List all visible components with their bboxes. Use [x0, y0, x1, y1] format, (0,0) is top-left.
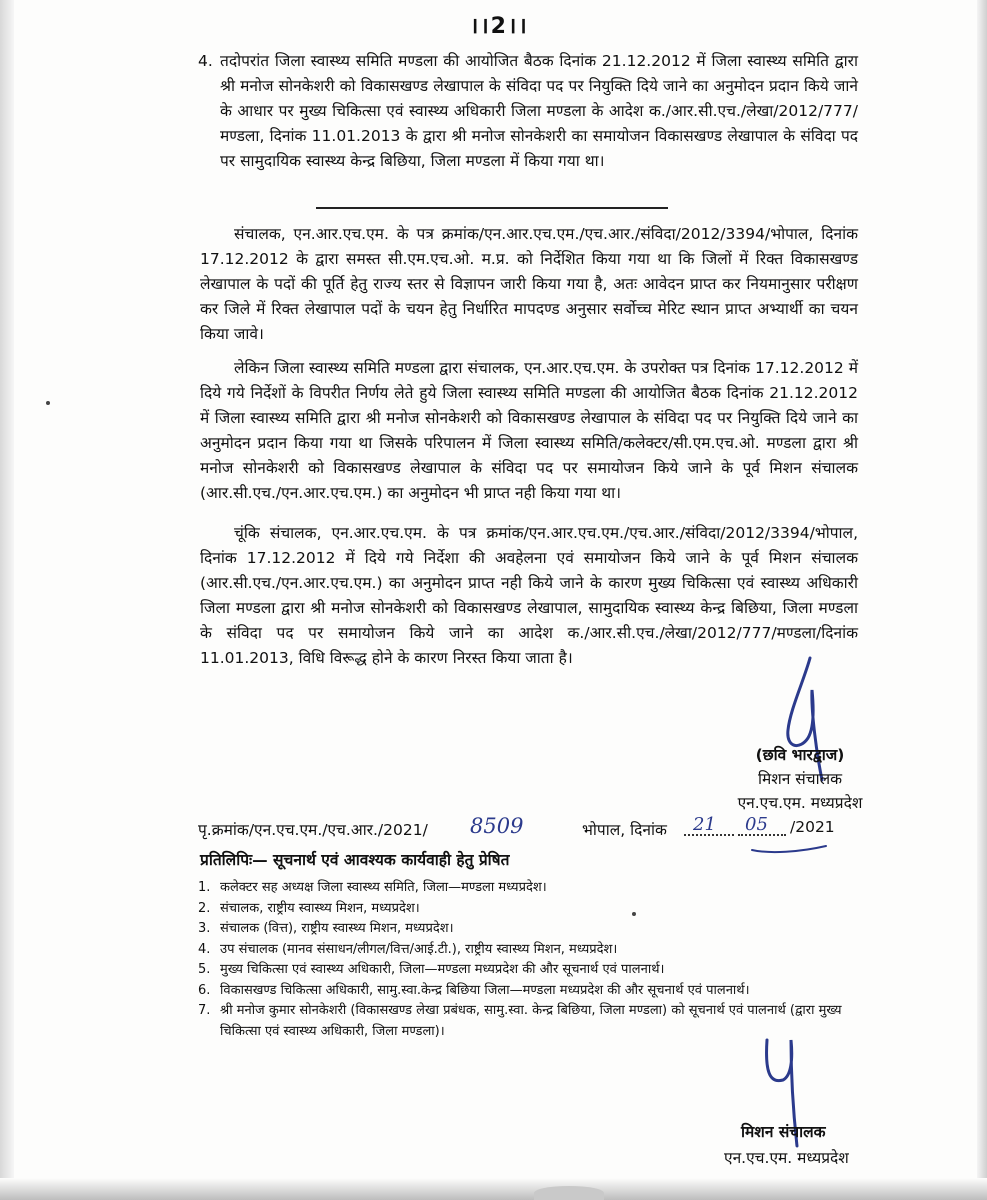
list-item-text: विकासखण्ड चिकित्सा अधिकारी, सामु.स्वा.केन्द्र बिछिया जिला—मण्डला मध्यप्रदेश की और सूचनार्थ एवं पालनार्थ।	[220, 982, 750, 998]
scan-speck	[632, 912, 636, 916]
list-item-text: कलेक्टर सह अध्यक्ष जिला स्वास्थ्य समिति, जिला—मण्डला मध्यप्रदेश।	[220, 880, 547, 895]
list-item-number: 1.	[198, 880, 211, 895]
list-item	[198, 981, 858, 1002]
date-underline-stroke	[750, 838, 830, 858]
list-item	[198, 960, 858, 981]
paragraph-directive: संचालक, एन.आर.एच.एम. के पत्र क्रमांक/एन.आर.एच.एम./एच.आर./संविदा/2012/3394/भोपाल, दिनांक 17.12.2012 के द्वारा समस्त सी.एम.एच.ओ. म.प्र. को निर्देशित किया गया था कि जिलों में रिक्त विकासखण्ड लेखापाल के पदों की पूर्ति हेतु राज्य स्तर से विज्ञापन जारी किया गया है, अतः आवेदन प्राप्त कर नियमानुसार परीक्षण कर जिले में रिक्त लेखापाल पदों के चयन हेतु निर्धारित मापदण्ड अनुसार सर्वोच्च मेरिट स्थान प्राप्त अभ्यार्थी का चयन किया जावे।	[200, 225, 858, 343]
scan-edge-left	[0, 0, 14, 1200]
list-item-text: उप संचालक (मानव संसाधन/लीगल/वित्त/आई.टी.), राष्ट्रीय स्वास्थ्य मिशन, मध्यप्रदेश।	[220, 941, 618, 957]
list-item-number: 5.	[198, 962, 211, 977]
scan-edge-bottom	[0, 1178, 987, 1200]
reference-month: 05	[745, 814, 768, 835]
reference-handwritten-number: 8509	[470, 814, 524, 838]
month-dotted-line	[738, 834, 786, 836]
list-item-number: 7.	[198, 1003, 211, 1018]
list-item-text: मुख्य चिकित्सा एवं स्वास्थ्य अधिकारी, जिला—मण्डला मध्यप्रदेश की और सूचनार्थ एवं पालनार्थ।	[220, 962, 665, 977]
point-4-text: तदोपरांत जिला स्वास्थ्य समिति मण्डला की आयोजित बैठक दिनांक 21.12.2012 में जिला स्वास्थ्य समिति द्वारा श्री मनोज सोनकेशरी को विकासखण्ड लेखापाल के संविदा पद पर नियुक्ति दिये जाने का अनुमोदन प्रदान किये जाने के आधार पर मुख्य चिकित्सा एवं स्वास्थ्य अधिकारी जिला मण्डला के आदेश क./आर.सी.एच./लेखा/2012/777/मण्डला, दिनांक 11.01.2013 के द्वारा श्री मनोज सोनकेशरी का समायोजन विकासखण्ड लेखापाल के संविदा पद पर सामुदायिक स्वास्थ्य केन्द्र बिछिया, जिला मण्डला में किया गया था।	[220, 52, 858, 170]
signatory-org-bottom: एन.एच.एम. मध्यप्रदेश	[724, 1149, 849, 1167]
scan-shadow-blob	[534, 1186, 604, 1200]
list-item-number: 6.	[198, 982, 211, 998]
copy-heading: प्रतिलिपिः— सूचनार्थ एवं आवश्यक कार्यवाही हेतु प्रेषित	[200, 851, 510, 869]
list-item-text: श्री मनोज कुमार सोनकेशरी (विकासखण्ड लेखा प्रबंधक, सामु.स्वा. केन्द्र बिछिया, जिला मण्डला) को सूचनार्थ एवं पालनार्थ (द्वारा मुख्य चिकित्सा एवं स्वास्थ्य अधिकारी, जिला मण्डला)।	[220, 1003, 842, 1039]
list-item-number: 2.	[198, 900, 211, 916]
signatory-name: (छवि भारद्वाज)	[755, 746, 845, 764]
page-number: ।।2।।	[470, 14, 529, 39]
scan-speck	[46, 401, 50, 405]
list-item-text: संचालक (वित्त), राष्ट्रीय स्वास्थ्य मिशन, मध्यप्रदेश।	[220, 921, 454, 936]
list-item	[198, 919, 858, 940]
paragraph-violation: लेकिन जिला स्वास्थ्य समिति मण्डला द्वारा संचालक, एन.आर.एच.एम. के उपरोक्त पत्र दिनांक 17.12.2012 में दिये गये निर्देशों के विपरीत निर्णय लेते हुये जिला स्वास्थ्य समिति मण्डला की आयोजित बैठक दिनांक 21.12.2012 में जिला स्वास्थ्य समिति द्वारा श्री मनोज सोनकेशरी को विकासखण्ड लेखापाल के संविदा पद पर नियुक्ति दिये जाने का अनुमोदन प्रदान किया गया था जिसके परिपालन में जिला स्वास्थ्य समिति/कलेक्टर/सी.एम.एच.ओ. मण्डला द्वारा श्री मनोज सोनकेशरी को विकासखण्ड लेखापाल के संविदा पद पर समायोजन किये जाने के पूर्व मिशन संचालक (आर.सी.एच./एन.आर.एच.एम.) का अनुमोदन भी प्राप्त नही किया गया था।	[200, 359, 858, 502]
signatory-title-bottom: मिशन संचालक	[741, 1123, 826, 1141]
scan-edge-right	[977, 0, 987, 1200]
list-item	[198, 940, 858, 961]
reference-place-date: भोपाल, दिनांक	[582, 821, 667, 839]
list-item	[198, 878, 858, 899]
reference-day: 21	[693, 814, 716, 835]
paragraph-order-cancelled: चूंकि संचालक, एन.आर.एच.एम. के पत्र क्रमांक/एन.आर.एच.एम./एच.आर./संविदा/2012/3394/भोपाल, दिनांक 17.12.2012 में दिये गये निर्देशा की अवहेलना एवं समायोजन किये जाने के पूर्व मिशन संचालक (आर.सी.एच./एन.आर.एच.एम.) का अनुमोदन प्राप्त नही किये जाने के कारण मुख्य चिकित्सा एवं स्वास्थ्य अधिकारी जिला मण्डला द्वारा श्री मनोज सोनकेशरी को विकासखण्ड लेखापाल, सामुदायिक स्वास्थ्य केन्द्र बिछिया, जिला मण्डला के संविदा पद पर समायोजन किये जाने का आदेश क./आर.सी.एच./लेखा/2012/777/मण्डला/दिनांक 11.01.2013, विधि विरूद्ध होने के कारण निरस्त किया जाता है।	[200, 524, 858, 667]
point-4-number: 4.	[198, 52, 213, 70]
list-item-text: संचालक, राष्ट्रीय स्वास्थ्य मिशन, मध्यप्रदेश।	[220, 900, 420, 916]
list-item-number: 3.	[198, 921, 211, 936]
day-dotted-line	[684, 834, 734, 836]
point-4-paragraph	[198, 49, 858, 174]
section-divider	[316, 207, 668, 209]
signatory-org: एन.एच.एम. मध्यप्रदेश	[737, 794, 863, 812]
reference-year: /2021	[790, 818, 835, 836]
list-item	[198, 899, 858, 920]
signatory-title: मिशन संचालक	[757, 770, 843, 788]
list-item-number: 4.	[198, 941, 211, 957]
reference-number: पृ.क्रमांक/एन.एच.एम./एच.आर./2021/	[198, 821, 428, 839]
